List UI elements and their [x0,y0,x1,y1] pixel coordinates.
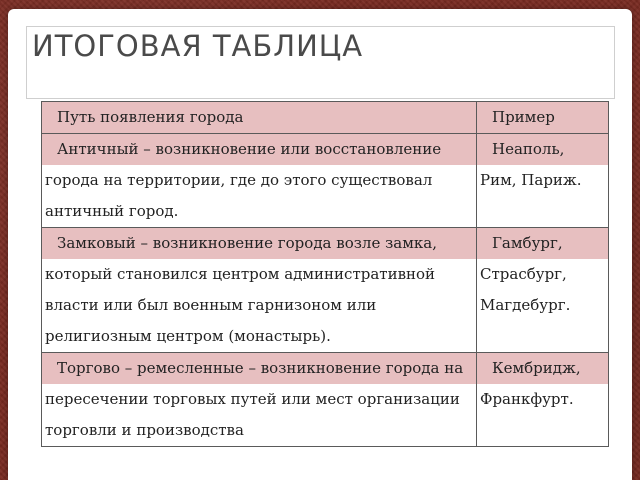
path-cell [42,353,477,447]
slide-title: ИТОГОВАЯ ТАБЛИЦА [32,29,364,63]
slide [8,9,632,480]
path-text: Замковый – возникновение города возле замка, который становился центром административной власти или был военным гарнизоном или религиозным центром (монастырь). [45,234,437,345]
path-text: Античный – возникновение или восстановление города на территории, где до этого существовал античный город. [45,140,442,220]
path-cell [42,228,477,353]
path-cell [42,134,477,228]
example-text: Гамбург, Страсбург, Магдебург. [480,234,571,314]
example-text: Неаполь, Рим, Париж. [480,140,582,189]
summary-table [41,101,609,447]
summary-table-container [41,101,609,480]
header-path-label: Путь появления города [57,108,244,126]
path-text: Торгово – ремесленные – возникновение города на пересечении торговых путей или мест организации торговли и производства [45,359,464,439]
example-cell [477,134,609,228]
header-cell-example [477,102,609,134]
header-cell-path [42,102,477,134]
table-row [42,134,609,228]
example-text: Кембридж, Франкфурт. [480,359,581,408]
example-cell [477,228,609,353]
header-example-label: Пример [492,108,555,126]
example-cell [477,353,609,447]
table-header-row [42,102,609,134]
table-row [42,353,609,447]
table-row [42,228,609,353]
